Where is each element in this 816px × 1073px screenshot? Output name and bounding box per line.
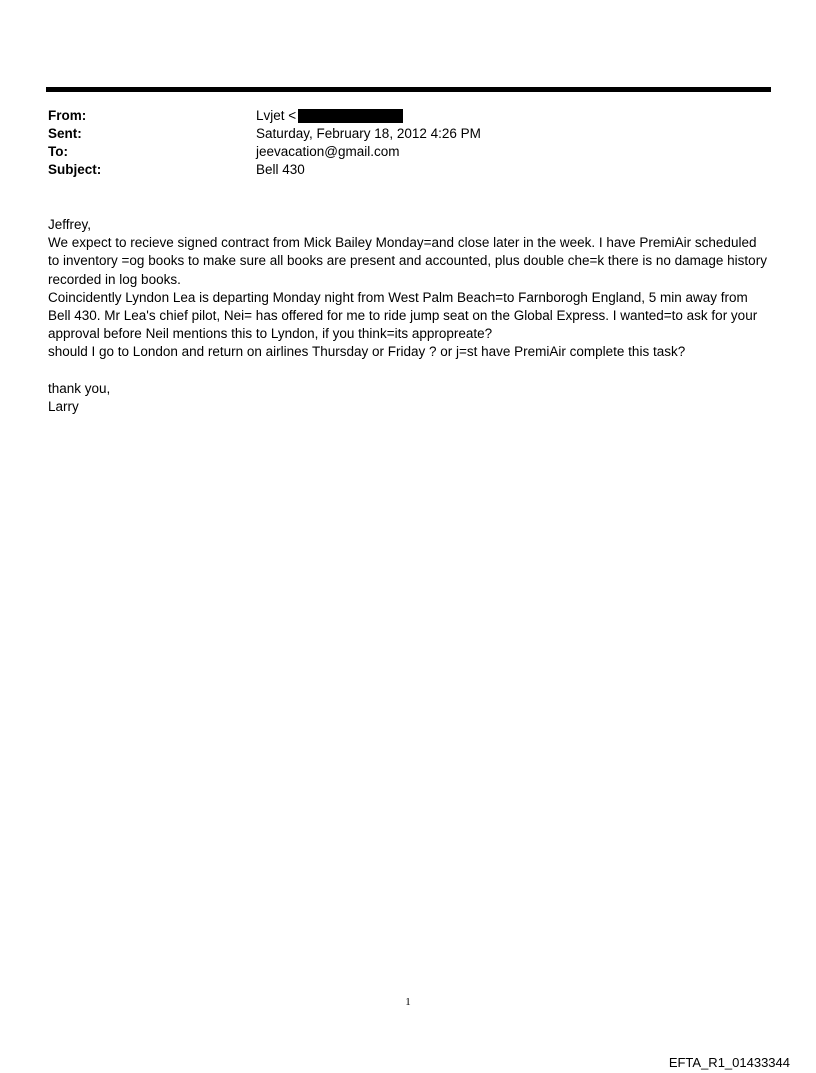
- page-number: 1: [405, 996, 411, 1008]
- subject-value: Bell 430: [256, 162, 305, 177]
- body-line: to inventory =og books to make sure all books are present and accounted, plus double che=k there is no damage history: [48, 253, 767, 269]
- redaction-box: [298, 109, 403, 123]
- email-body: [48, 216, 773, 416]
- from-row: [48, 107, 748, 125]
- from-value: [256, 107, 748, 125]
- header-divider: [46, 87, 771, 92]
- bates-number: EFTA_R1_01433344: [668, 1055, 790, 1070]
- to-row: [48, 143, 748, 161]
- to-label: To:: [48, 144, 68, 159]
- body-line: recorded in log books.: [48, 271, 181, 287]
- paragraph-gap: [48, 362, 773, 380]
- to-value: jeevacation@gmail.com: [256, 144, 400, 159]
- body-line: Bell 430. Mr Lea's chief pilot, Nei= has offered for me to ride jump seat on the Global Express. I wanted=to ask for your: [48, 308, 758, 324]
- subject-row: [48, 161, 748, 179]
- subject-label: Subject:: [48, 162, 102, 177]
- email-header: [48, 107, 748, 179]
- sent-label: Sent:: [48, 126, 82, 141]
- closing: thank you,: [48, 380, 111, 396]
- body-line: approval before Neil mentions this to Lyndon, if you think=its appropreate?: [48, 326, 493, 342]
- signature: Larry: [48, 398, 79, 414]
- greeting: Jeffrey,: [48, 217, 92, 232]
- body-line: We expect to recieve signed contract from Mick Bailey Monday=and close later in the week. I have PremiAir scheduled: [48, 235, 757, 251]
- body-line: Coincidently Lyndon Lea is departing Monday night from West Palm Beach=to Farnborogh England, 5 min away from: [48, 289, 748, 305]
- sent-value: Saturday, February 18, 2012 4:26 PM: [256, 126, 481, 141]
- sent-row: [48, 125, 748, 143]
- body-line: should I go to London and return on airlines Thursday or Friday ? or j=st have PremiAir complete this task?: [48, 344, 686, 360]
- from-label: From:: [48, 108, 87, 123]
- from-value-text: Lvjet <: [256, 108, 297, 123]
